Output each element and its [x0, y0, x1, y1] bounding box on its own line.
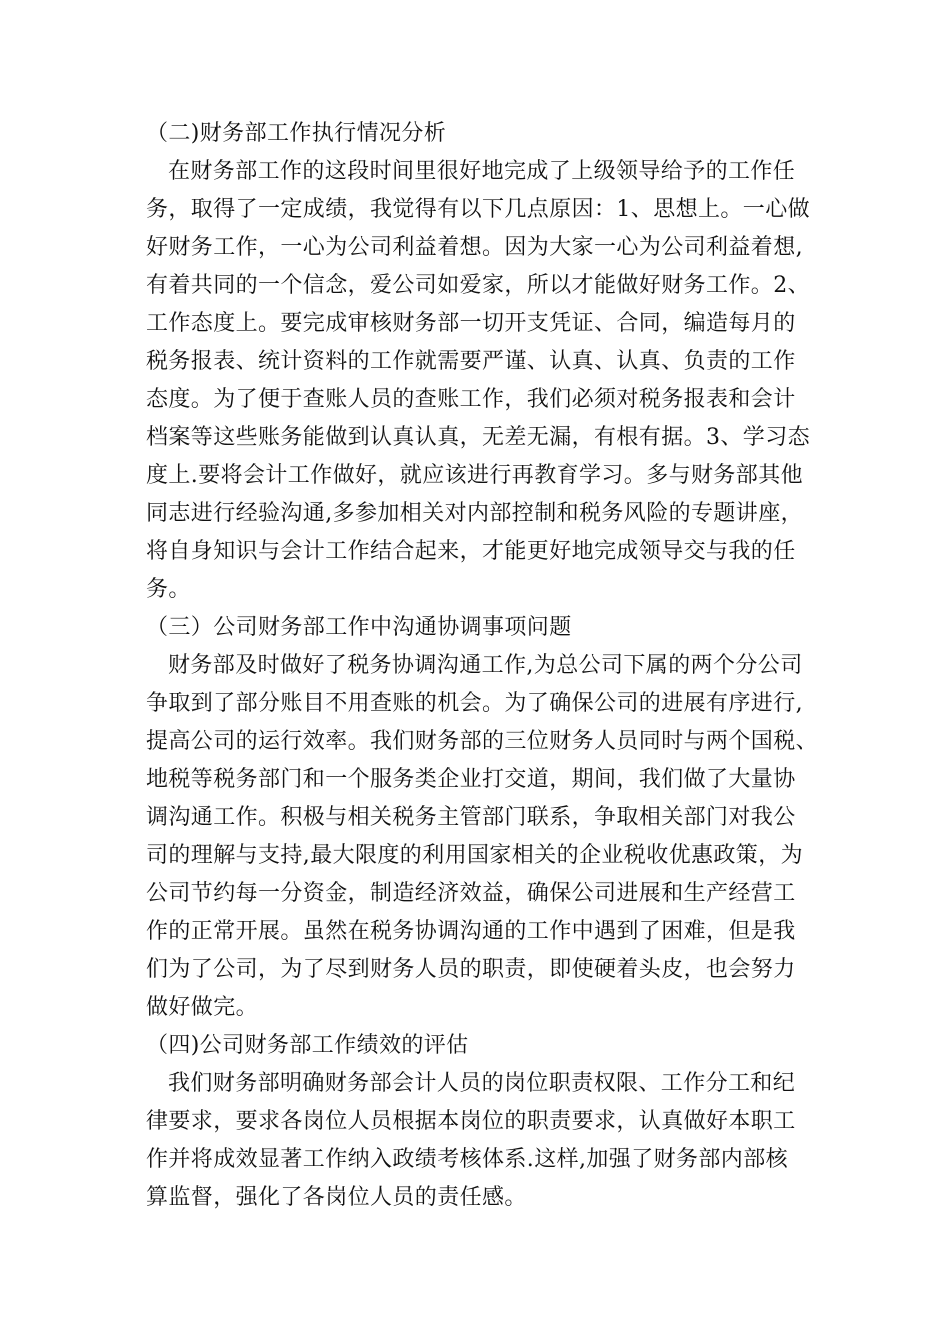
- paragraph-line: 调沟通工作。积极与相关税务主管部门联系，争取相关部门对我公: [146, 805, 796, 830]
- paragraph-line: 财务部及时做好了税务协调沟通工作,为总公司下属的两个分公司: [168, 653, 803, 678]
- paragraph-line: 司的理解与支持,最大限度的利用国家相关的企业税收优惠政策，为: [146, 843, 803, 868]
- paragraph-line: 档案等这些账务能做到认真认真，无差无漏，有根有据。3、学习态: [146, 425, 810, 450]
- section-heading-4: （四)公司财务部工作绩效的评估: [146, 1033, 469, 1058]
- paragraph-line: 有着共同的一个信念，爱公司如爱家，所以才能做好财务工作。2、: [146, 273, 810, 298]
- section-heading-3: （三）公司财务部工作中沟通协调事项问题: [146, 615, 572, 640]
- paragraph-line: 好财务工作，一心为公司利益着想。因为大家一心为公司利益着想,: [146, 235, 803, 260]
- paragraph-line: 们为了公司，为了尽到财务人员的职责，即使硬着头皮，也会努力: [146, 957, 796, 982]
- paragraph-line: 态度。为了便于查账人员的查账工作，我们必须对税务报表和会计: [146, 387, 796, 412]
- paragraph-line: 务，取得了一定成绩，我觉得有以下几点原因：1、思想上。一心做: [146, 197, 810, 222]
- paragraph-line: 地税等税务部门和一个服务类企业打交道，期间，我们做了大量协: [146, 767, 796, 792]
- paragraph-line: 在财务部工作的这段时间里很好地完成了上级领导给予的工作任: [168, 159, 796, 184]
- paragraph-line: 作并将成效显著工作纳入政绩考核体系.这样,加强了财务部内部核: [146, 1147, 788, 1172]
- paragraph-line: 公司节约每一分资金，制造经济效益，确保公司进展和生产经营工: [146, 881, 796, 906]
- paragraph-line: 工作态度上。要完成审核财务部一切开支凭证、合同，编造每月的: [146, 311, 796, 336]
- paragraph-line: 作的正常开展。虽然在税务协调沟通的工作中遇到了困难，但是我: [146, 919, 796, 944]
- paragraph-line: 律要求，要求各岗位人员根据本岗位的职责要求，认真做好本职工: [146, 1109, 796, 1134]
- paragraph-line: 我们财务部明确财务部会计人员的岗位职责权限、工作分工和纪: [168, 1071, 796, 1096]
- paragraph-line: 度上.要将会计工作做好，就应该进行再教育学习。多与财务部其他: [146, 463, 803, 488]
- paragraph-line: 将自身知识与会计工作结合起来，才能更好地完成领导交与我的任: [146, 539, 796, 564]
- paragraph-line: 争取到了部分账目不用查账的机会。为了确保公司的进展有序进行,: [146, 691, 803, 716]
- paragraph-line: 务。: [146, 577, 191, 602]
- section-heading-2: （二)财务部工作执行情况分析: [146, 121, 447, 146]
- paragraph-line: 同志进行经验沟通,多参加相关对内部控制和税务风险的专题讲座，: [146, 501, 803, 526]
- paragraph-line: 提高公司的运行效率。我们财务部的三位财务人员同时与两个国税、: [146, 729, 819, 754]
- paragraph-line: 算监督，强化了各岗位人员的责任感。: [146, 1185, 527, 1210]
- paragraph-line: 做好做完。: [146, 995, 259, 1020]
- paragraph-line: 税务报表、统计资料的工作就需要严谨、认真、认真、负责的工作: [146, 349, 796, 374]
